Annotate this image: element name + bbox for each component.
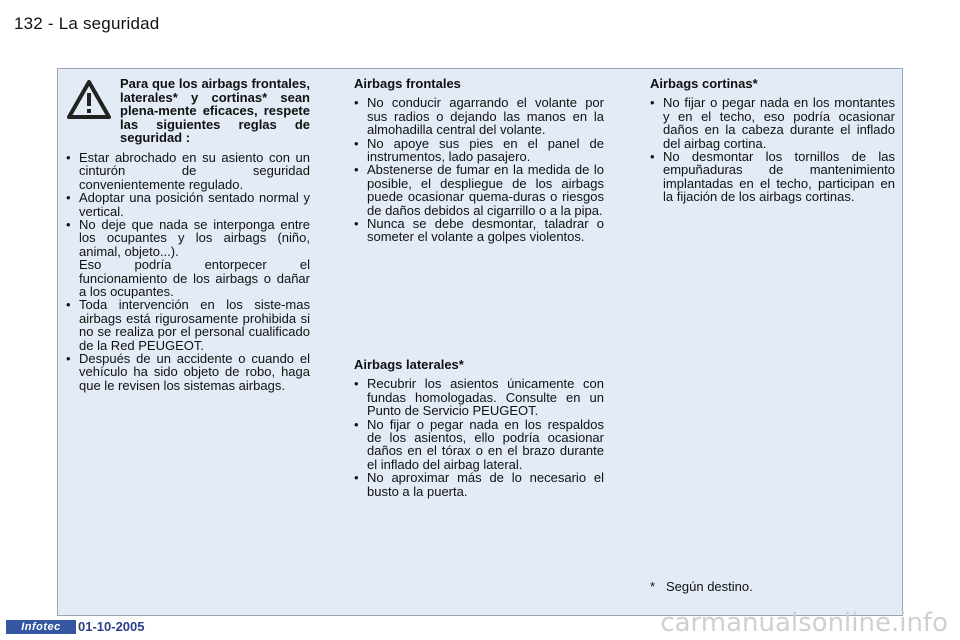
frontales-column xyxy=(354,77,604,244)
watermark: carmanualsonline.info xyxy=(660,608,948,638)
footnote-marker: * xyxy=(650,579,656,594)
safety-panel xyxy=(57,68,903,616)
list-item: • Toda intervención en los siste-mas airbags está rigurosamente prohibida si no se realiza por el personal cualificado de la Red PEUGEOT. xyxy=(66,298,310,352)
footnote-text: Según destino. xyxy=(666,579,753,594)
list-item: • No desmontar los tornillos de las empuñaduras de mantenimiento implantadas en el techo, participan en la fijación de los airbags cortinas. xyxy=(650,150,895,204)
infotec-logo: Infotec xyxy=(6,620,76,634)
cortinas-list xyxy=(650,96,895,203)
section-title: La seguridad xyxy=(58,14,160,33)
list-item: • Adoptar una posición sentado normal y vertical. xyxy=(66,191,310,218)
frontales-list xyxy=(354,96,604,243)
section-heading-laterales: Airbags laterales* xyxy=(354,357,464,372)
footnote xyxy=(650,579,753,594)
list-item: • No conducir agarrando el volante por sus radios o dejando las manos en la almohadilla central del volante. xyxy=(354,96,604,136)
list-item: • No fijar o pegar nada en los montantes y en el techo, eso podría ocasionar daños en la cabeza durante el inflado del airbag cortina. xyxy=(650,96,895,150)
cortinas-column xyxy=(650,77,895,204)
laterales-list xyxy=(354,377,604,498)
laterales-column xyxy=(354,358,604,498)
list-item: • No aproximar más de lo necesario el busto a la puerta. xyxy=(354,471,604,498)
list-item: • Estar abrochado en su asiento con un cinturón de seguridad convenientemente regulado. xyxy=(66,151,310,191)
warning-intro: Para que los airbags frontales, laterales* y cortinas* sean plena-mente eficaces, respete las siguientes reglas de seguridad : xyxy=(120,76,310,146)
list-item: • Nunca se debe desmontar, taladrar o someter el volante a golpes violentos. xyxy=(354,217,604,244)
list-item: • Después de un accidente o cuando el vehículo ha sido objeto de robo, haga que le revisen los sistemas airbags. xyxy=(66,352,310,392)
warning-list-cont xyxy=(66,298,310,392)
section-heading-frontales: Airbags frontales xyxy=(354,76,461,91)
list-item: • Recubrir los asientos únicamente con fundas homologadas. Consulte en un Punto de Servicio PEUGEOT. xyxy=(354,377,604,417)
list-item: • No apoye sus pies en el panel de instrumentos, lado pasajero. xyxy=(354,137,604,164)
list-item: • No fijar o pegar nada en los respaldos de los asientos, ello podría ocasionar daños en el tórax o en el brazo durante el inflado del airbag lateral. xyxy=(354,418,604,472)
page-number: 132 xyxy=(14,14,43,33)
section-heading-cortinas: Airbags cortinas* xyxy=(650,76,758,91)
page-header xyxy=(14,14,159,34)
warning-column xyxy=(66,77,310,392)
list-item-continuation: Eso podría entorpecer el funcionamiento de los airbags o dañar a los ocupantes. xyxy=(79,257,310,300)
list-item: • Abstenerse de fumar en la medida de lo posible, el despliegue de los airbags puede ocasionar quema-duras o riesgos de daños debidos al cigarrillo o a la pipa. xyxy=(354,163,604,217)
footer-date: 01-10-2005 xyxy=(78,619,145,634)
list-item: • No deje que nada se interponga entre los ocupantes y los airbags (niño, animal, objeto...). xyxy=(66,218,310,258)
header-separator: - xyxy=(47,14,54,33)
warning-list xyxy=(66,151,310,258)
